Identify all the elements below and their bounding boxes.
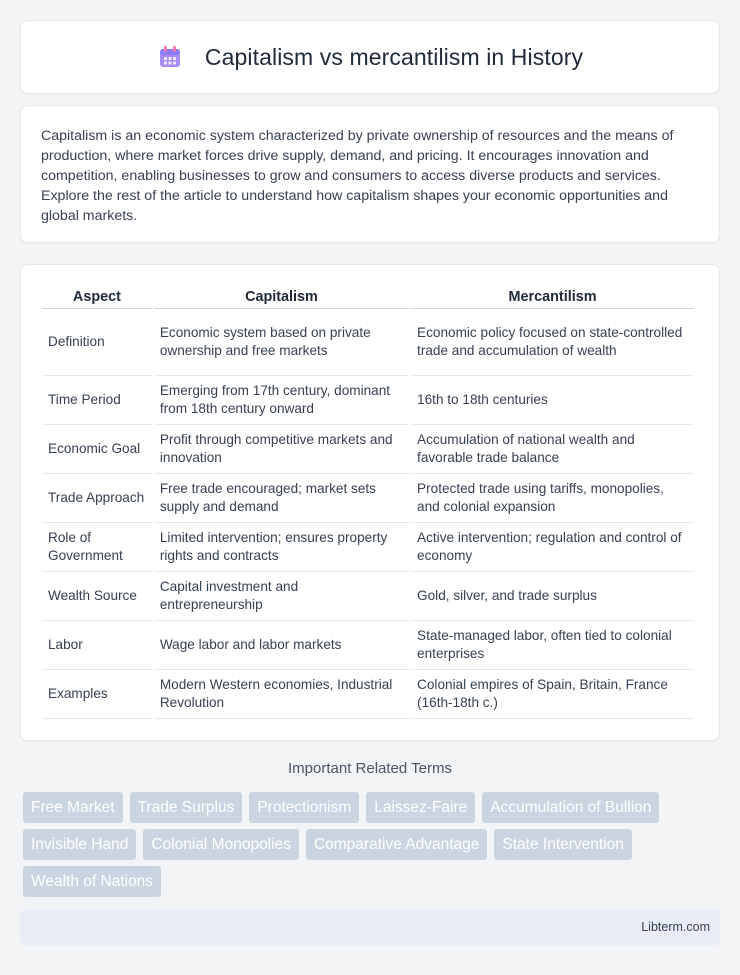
mercantilism-cell: Protected trade using tariffs, monopolies, and colonial expansion bbox=[411, 474, 694, 523]
table-row bbox=[42, 523, 694, 572]
calendar-icon bbox=[157, 44, 183, 70]
table-row bbox=[42, 425, 694, 474]
mercantilism-cell: Gold, silver, and trade surplus bbox=[411, 572, 694, 621]
header-aspect: Aspect bbox=[42, 285, 152, 309]
table-header-row bbox=[42, 285, 694, 309]
aspect-cell: Definition bbox=[42, 309, 152, 376]
tag-free-market[interactable]: Free Market bbox=[23, 792, 123, 823]
tag-comparative-advantage[interactable]: Comparative Advantage bbox=[306, 829, 487, 860]
header-mercantilism: Mercantilism bbox=[411, 285, 694, 309]
aspect-cell: Time Period bbox=[42, 376, 152, 425]
footer bbox=[20, 910, 720, 945]
header-capitalism: Capitalism bbox=[154, 285, 409, 309]
intro-text: Capitalism is an economic system characterized by private ownership of resources and the means of production, where market forces drive supply, demand, and pricing. It encourages innovation and competition, enabling businesses to grow and consumers to access diverse products and services. Explore the rest of the article to understand how capitalism shapes your economic opportunities and global markets. bbox=[41, 128, 674, 224]
aspect-cell: Wealth Source bbox=[42, 572, 152, 621]
intro-card bbox=[20, 105, 720, 243]
tag-trade-surplus[interactable]: Trade Surplus bbox=[130, 792, 243, 823]
tag-accumulation-of-bullion[interactable]: Accumulation of Bullion bbox=[482, 792, 659, 823]
footer-site-link[interactable]: Libterm.com bbox=[641, 920, 710, 934]
tag-laissez-faire[interactable]: Laissez-Faire bbox=[366, 792, 475, 823]
tag-state-intervention[interactable]: State Intervention bbox=[494, 829, 632, 860]
tag-colonial-monopolies[interactable]: Colonial Monopolies bbox=[143, 829, 299, 860]
aspect-cell: Labor bbox=[42, 621, 152, 670]
capitalism-cell: Modern Western economies, Industrial Revolution bbox=[154, 670, 409, 719]
table-row bbox=[42, 474, 694, 523]
capitalism-cell: Profit through competitive markets and innovation bbox=[154, 425, 409, 474]
comparison-table-card bbox=[20, 264, 720, 741]
capitalism-cell: Economic system based on private ownership and free markets bbox=[154, 309, 409, 376]
mercantilism-cell: Active intervention; regulation and control of economy bbox=[411, 523, 694, 572]
related-terms-list bbox=[23, 792, 723, 897]
tag-invisible-hand[interactable]: Invisible Hand bbox=[23, 829, 136, 860]
tag-wealth-of-nations[interactable]: Wealth of Nations bbox=[23, 866, 161, 897]
header-card bbox=[20, 20, 720, 94]
aspect-cell: Trade Approach bbox=[42, 474, 152, 523]
capitalism-cell: Emerging from 17th century, dominant from 18th century onward bbox=[154, 376, 409, 425]
table-row bbox=[42, 309, 694, 376]
capitalism-cell: Free trade encouraged; market sets supply and demand bbox=[154, 474, 409, 523]
page-title: Capitalism vs mercantilism in History bbox=[204, 43, 584, 70]
table-row bbox=[42, 621, 694, 670]
mercantilism-cell: State-managed labor, often tied to colonial enterprises bbox=[411, 621, 694, 670]
aspect-cell: Examples bbox=[42, 670, 152, 719]
table-row bbox=[42, 572, 694, 621]
capitalism-cell: Capital investment and entrepreneurship bbox=[154, 572, 409, 621]
table-row bbox=[42, 376, 694, 425]
mercantilism-cell: Economic policy focused on state-controlled trade and accumulation of wealth bbox=[411, 309, 694, 376]
aspect-cell: Role of Government bbox=[42, 523, 152, 572]
capitalism-cell: Limited intervention; ensures property rights and contracts bbox=[154, 523, 409, 572]
aspect-cell: Economic Goal bbox=[42, 425, 152, 474]
tag-protectionism[interactable]: Protectionism bbox=[249, 792, 359, 823]
capitalism-cell: Wage labor and labor markets bbox=[154, 621, 409, 670]
mercantilism-cell: Accumulation of national wealth and favorable trade balance bbox=[411, 425, 694, 474]
comparison-table bbox=[40, 285, 696, 719]
mercantilism-cell: Colonial empires of Spain, Britain, France (16th-18th c.) bbox=[411, 670, 694, 719]
related-terms-title: Important Related Terms bbox=[288, 760, 452, 777]
table-row bbox=[42, 670, 694, 719]
mercantilism-cell: 16th to 18th centuries bbox=[411, 376, 694, 425]
